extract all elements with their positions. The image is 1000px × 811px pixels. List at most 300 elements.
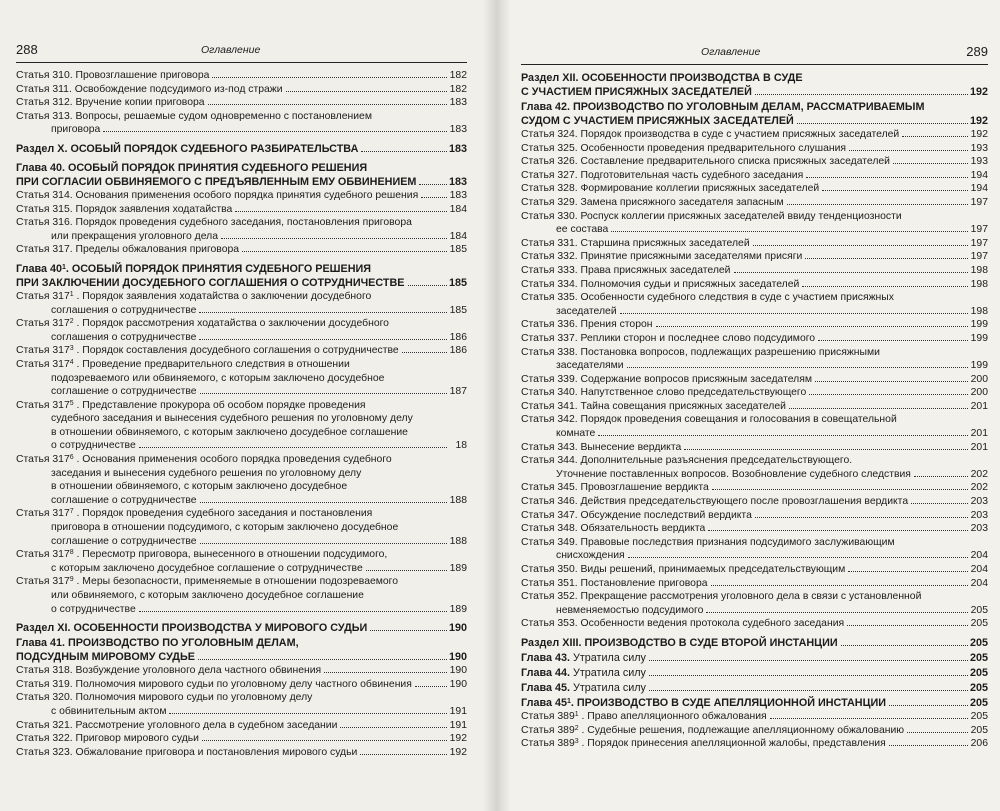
entry-page: 205 — [970, 651, 989, 664]
entry-title: Порядок заявления ходатайства — [75, 203, 233, 215]
entry-line — [521, 291, 988, 305]
entry-page: 183 — [449, 142, 468, 155]
entry-superscript: 8 — [69, 549, 74, 557]
entry-label: Статья 313. — [16, 110, 73, 122]
entry-page: 190 — [449, 665, 467, 677]
toc-heading — [521, 636, 988, 650]
entry-title: . Меры безопасности, применяемые в отношении подозреваемого — [76, 576, 399, 588]
entry-label: Статья 344. — [521, 455, 578, 467]
entry-page: 201 — [970, 400, 988, 412]
entry-continuation: С УЧАСТИЕМ ПРИСЯЖНЫХ ЗАСЕДАТЕЛЕЙ — [521, 86, 752, 98]
entry-continuation: снисхождения — [556, 550, 625, 562]
entry-superscript: 1 — [574, 710, 579, 718]
running-title: Оглавление — [701, 46, 761, 58]
entry-line — [16, 521, 467, 535]
entry-label: Статья 327. — [521, 169, 578, 181]
entry-text — [16, 203, 232, 217]
page-gutter-shadow — [483, 0, 497, 811]
entry-page: 205 — [970, 724, 988, 736]
entry-note: Утратила силу — [569, 666, 646, 679]
entry-label: Статья 332. — [521, 251, 578, 263]
left-page — [0, 0, 497, 811]
entry-line — [16, 142, 467, 156]
entry-line — [16, 467, 467, 481]
entry-title: Напутственное слово председательствующего — [580, 387, 807, 399]
entry-title: Замена присяжного заседателя запасным — [580, 196, 784, 208]
entry-superscript: 2 — [574, 724, 579, 732]
dot-leader — [902, 136, 968, 137]
entry-text — [521, 278, 799, 292]
dot-leader — [286, 91, 447, 92]
entry-line — [16, 719, 467, 733]
entry-continuation: заседателями — [556, 360, 624, 372]
entry-line — [16, 548, 467, 562]
entry-title: . Пересмотр приговора, вынесенного в отношении подсудимого, — [76, 549, 388, 561]
entry-line — [521, 590, 988, 604]
entry-label: Статья 316. — [16, 217, 73, 229]
entry-line — [16, 439, 467, 453]
header-rule — [16, 62, 467, 63]
entry-page: 200 — [970, 387, 988, 399]
dot-leader — [841, 645, 968, 646]
entry-title: Действия председательствующего после провозглашения вердикта — [580, 496, 909, 508]
entry-page: 187 — [449, 386, 467, 398]
toc-heading — [521, 71, 988, 99]
entry-line — [521, 318, 988, 332]
entry-title: . Основания применения особого порядка проведения судебного — [76, 454, 392, 466]
entry-title: Порядок производства в суде с участием присяжных заседателей — [580, 129, 900, 140]
toc-entry — [521, 346, 988, 373]
dot-leader — [169, 713, 447, 714]
entry-line — [521, 636, 988, 650]
entry-title: Глава 45. — [521, 681, 570, 694]
dot-leader — [200, 502, 447, 503]
entry-line — [521, 666, 988, 680]
entry-line — [521, 441, 988, 455]
dot-leader — [200, 393, 447, 394]
entry-text — [16, 216, 412, 230]
entry-line — [521, 413, 988, 427]
toc-entry — [521, 386, 988, 400]
toc-entry — [16, 110, 467, 137]
entry-line — [16, 317, 467, 331]
dot-leader — [649, 690, 968, 691]
entry-text — [521, 590, 921, 604]
entry-title: Пределы обжалования приговора — [75, 244, 240, 256]
entry-line — [16, 650, 467, 664]
entry-label: Статья 329. — [521, 196, 578, 208]
entry-page: 188 — [449, 535, 467, 547]
entry-continuation: Уточнение поставленных вопросов. Возобновление судебного следствия — [556, 468, 911, 480]
entry-title: . Порядок проведения судебного заседания и постановления — [76, 508, 373, 520]
entry-title: Освобождение подсудимого из-под стражи — [74, 83, 283, 95]
toc-entry — [16, 746, 467, 760]
entry-page: 182 — [449, 70, 467, 81]
entry-text — [16, 636, 299, 650]
toc-heading — [16, 161, 467, 189]
entry-page: 199 — [970, 319, 988, 331]
entry-page: 184 — [449, 203, 467, 215]
entry-page: 185 — [449, 276, 468, 289]
entry-label: Статья 340. — [521, 387, 578, 399]
entry-line — [521, 495, 988, 509]
entry-line — [16, 746, 467, 760]
entry-text — [521, 495, 908, 509]
dot-leader — [235, 211, 447, 212]
header-rule — [521, 64, 988, 65]
entry-page: 204 — [970, 577, 988, 589]
entry-line — [521, 264, 988, 278]
entry-line — [521, 651, 988, 665]
toc-entry — [521, 495, 988, 509]
toc-entry — [521, 441, 988, 455]
entry-line — [521, 128, 988, 142]
entry-title: Приговор мирового судьи — [75, 733, 199, 745]
entry-text — [521, 400, 786, 414]
entry-continuation: подозреваемого или обвиняемого, с которым заключено досудебное — [51, 372, 385, 384]
dot-leader — [847, 625, 968, 626]
entry-label: Статья 349. — [521, 536, 578, 548]
entry-text — [521, 481, 709, 495]
entry-continuation: соглашения о сотрудничестве — [51, 331, 197, 343]
entry-line — [521, 400, 988, 414]
entry-label: Статья 389 — [521, 738, 575, 750]
entry-continuation: ее состава — [556, 224, 609, 236]
entry-text — [521, 155, 890, 169]
toc-entry — [521, 128, 988, 142]
entry-title: . Судебные решения, подлежащие апелляционному обжалованию — [581, 724, 905, 736]
entry-text — [521, 681, 646, 695]
entry-title: Раздел X. ОСОБЫЙ ПОРЯДОК СУДЕБНОГО РАЗБИРАТЕЛЬСТВА — [16, 142, 359, 155]
entry-line — [16, 175, 467, 189]
entry-title: Прекращение рассмотрения уголовного дела в связи с установленной — [580, 591, 922, 603]
entry-text — [521, 386, 806, 400]
entry-line — [521, 332, 988, 346]
toc-heading — [16, 621, 467, 635]
toc-entry — [16, 216, 467, 243]
entry-continuation: соглашение о сотрудничестве — [51, 494, 197, 506]
toc-entry — [521, 210, 988, 237]
toc-entry — [521, 291, 988, 318]
entry-page: 183 — [449, 189, 467, 201]
entry-page: 191 — [449, 705, 467, 717]
entry-title: Раздел XI. ОСОБЕННОСТИ ПРОИЗВОДСТВА У МИРОВОГО СУДЬИ — [16, 622, 368, 635]
entry-page: 198 — [970, 305, 988, 317]
entry-line — [16, 426, 467, 440]
entry-page: 193 — [970, 142, 988, 154]
entry-title: Особенности проведения предварительного слушания — [580, 142, 847, 154]
entry-line — [16, 507, 467, 521]
entry-page: 183 — [449, 175, 468, 188]
entry-label: Статья 333. — [521, 264, 578, 276]
entry-page: 202 — [970, 468, 988, 480]
entry-continuation: комнате — [556, 428, 596, 440]
entry-line — [16, 203, 467, 217]
entry-page: 205 — [970, 696, 989, 709]
toc-list — [521, 71, 988, 751]
page-number: 289 — [966, 44, 988, 59]
toc-entry — [521, 481, 988, 495]
toc-entry — [521, 169, 988, 183]
entry-superscript: 1 — [566, 697, 571, 705]
dot-leader — [684, 449, 968, 450]
entry-line — [521, 454, 988, 468]
dot-leader — [139, 447, 447, 448]
entry-text — [521, 169, 803, 183]
entry-text — [16, 548, 387, 562]
entry-continuation: заседателей — [556, 305, 617, 317]
entry-line — [521, 100, 988, 114]
entry-text — [521, 264, 731, 278]
entry-page: 203 — [970, 496, 988, 508]
entry-label: Статья 317. — [16, 244, 73, 256]
entry-page: 192 — [449, 733, 467, 745]
entry-page: 199 — [970, 360, 988, 372]
entry-title: Формирование коллегии присяжных заседателей — [580, 183, 820, 195]
entry-page: 205 — [970, 604, 988, 616]
entry-line — [521, 549, 988, 563]
toc-entry — [521, 590, 988, 617]
entry-title: Постановление приговора — [580, 577, 708, 589]
entry-text — [521, 536, 895, 550]
entry-title: Вынесение вердикта — [580, 441, 682, 453]
toc-heading — [521, 100, 988, 128]
entry-text — [521, 142, 846, 156]
entry-label: Статья 317 — [16, 345, 70, 357]
toc-entry — [16, 691, 467, 718]
entry-page: 197 — [970, 196, 988, 208]
entry-text — [521, 71, 803, 85]
entry-superscript: 3 — [574, 738, 579, 746]
toc-entry — [16, 69, 467, 83]
toc-entry — [16, 96, 467, 110]
toc-entry — [16, 344, 467, 358]
entry-line — [521, 724, 988, 738]
entry-page: 192 — [970, 129, 988, 140]
entry-label: Статья 325. — [521, 142, 578, 154]
entry-title: Права присяжных заседателей — [580, 264, 731, 276]
entry-line — [16, 83, 467, 97]
toc-entry — [16, 203, 467, 217]
entry-title: . Порядок принесения апелляционной жалобы, представления — [581, 738, 886, 750]
entry-continuation: о сотрудничестве — [51, 603, 136, 615]
entry-label: Статья 315. — [16, 203, 73, 215]
entry-title: Старшина присяжных заседателей — [580, 237, 750, 249]
entry-line — [521, 427, 988, 441]
entry-text — [521, 724, 904, 738]
entry-line — [521, 182, 988, 196]
toc-entry — [16, 507, 467, 548]
entry-line — [16, 385, 467, 399]
entry-text — [521, 291, 894, 305]
entry-text — [16, 317, 389, 331]
toc-entry — [16, 664, 467, 678]
dot-leader — [415, 686, 447, 687]
toc-heading — [16, 142, 467, 156]
entry-superscript: 9 — [69, 576, 74, 584]
entry-text — [521, 210, 902, 224]
toc-entry — [521, 373, 988, 387]
entry-line — [16, 636, 467, 650]
entry-text — [521, 128, 899, 142]
dot-leader — [611, 231, 968, 232]
dot-leader — [914, 476, 968, 477]
dot-leader — [911, 503, 968, 504]
dot-leader — [802, 286, 968, 287]
entry-line — [16, 110, 467, 124]
entry-title: Полномочия судьи и присяжных заседателей — [580, 278, 800, 290]
running-title: Оглавление — [201, 44, 261, 56]
entry-label: Глава 45 — [521, 696, 567, 709]
dot-leader — [361, 151, 447, 152]
entry-page: 205 — [970, 710, 988, 722]
toc-entry — [16, 453, 467, 507]
dot-leader — [242, 251, 447, 252]
toc-entry — [521, 413, 988, 440]
entry-line — [16, 331, 467, 345]
entry-text — [16, 746, 357, 760]
toc-entry — [521, 577, 988, 591]
entry-line — [521, 481, 988, 495]
entry-title: Глава 41. ПРОИЗВОДСТВО ПО УГОЛОВНЫМ ДЕЛАМ, — [16, 637, 299, 650]
entry-line — [16, 304, 467, 318]
entry-line — [16, 276, 467, 290]
entry-title: Рассмотрение уголовного дела в судебном заседании — [75, 719, 338, 731]
entry-superscript: 4 — [69, 358, 74, 366]
entry-page: 185 — [449, 244, 467, 256]
entry-label: Статья 346. — [521, 496, 578, 508]
entry-page: 194 — [970, 169, 988, 181]
entry-text — [521, 509, 752, 523]
entry-line — [521, 681, 988, 695]
entry-line — [16, 290, 467, 304]
entry-line — [16, 494, 467, 508]
entry-text — [16, 344, 399, 358]
dot-leader — [797, 123, 968, 124]
toc-heading — [521, 651, 988, 665]
entry-line — [16, 344, 467, 358]
entry-title: Основания применения особого порядка принятия судебного решения — [75, 189, 419, 201]
dot-leader — [889, 745, 968, 746]
entry-title: . ПРОИЗВОДСТВО В СУДЕ АПЕЛЛЯЦИОННОЙ ИНСТАНЦИИ — [570, 696, 886, 709]
entry-label: Статья 312. — [16, 97, 73, 109]
entry-label: Статья 334. — [521, 278, 578, 290]
entry-line — [521, 373, 988, 387]
entry-page: 205 — [970, 618, 988, 630]
toc-entry — [521, 400, 988, 414]
entry-page: 198 — [970, 278, 988, 290]
entry-line — [521, 468, 988, 482]
entry-label: Статья 331. — [521, 237, 578, 249]
entry-label: Статья 324. — [521, 129, 578, 140]
entry-label: Статья 321. — [16, 719, 73, 731]
entry-text — [521, 237, 750, 251]
entry-page: 183 — [449, 124, 467, 136]
dot-leader — [620, 313, 968, 314]
entry-text — [521, 522, 705, 536]
dot-leader — [893, 163, 968, 164]
entry-superscript: 1 — [69, 290, 74, 298]
entry-superscript: 3 — [69, 345, 74, 353]
entry-text — [521, 100, 924, 114]
entry-text — [16, 575, 398, 589]
entry-title: Глава 43. — [521, 651, 570, 664]
toc-heading — [521, 681, 988, 695]
entry-title: Глава 40. ОСОБЫЙ ПОРЯДОК ПРИНЯТИЯ СУДЕБНОГО РЕШЕНИЯ — [16, 161, 368, 174]
entry-page: 188 — [449, 494, 467, 506]
dot-leader — [199, 339, 447, 340]
entry-page: 199 — [970, 332, 988, 344]
entry-continuation: или прекращения уголовного дела — [51, 230, 218, 242]
entry-line — [521, 359, 988, 373]
entry-title: Правовые последствия признания подсудимого заслуживающим — [580, 536, 895, 548]
toc-heading — [521, 666, 988, 680]
dot-leader — [849, 150, 968, 151]
dot-leader — [649, 660, 968, 661]
dot-leader — [200, 543, 447, 544]
entry-text — [16, 399, 366, 413]
toc-entry — [521, 536, 988, 563]
entry-label: Статья 342. — [521, 414, 578, 426]
entry-label: Статья 317 — [16, 318, 70, 330]
entry-page: 205 — [970, 636, 989, 649]
entry-line — [16, 621, 467, 635]
entry-line — [16, 161, 467, 175]
entry-title: Полномочия мирового судьи по уголовному делу — [75, 692, 313, 704]
dot-leader — [711, 585, 968, 586]
entry-text — [521, 563, 845, 577]
entry-title: Принятие присяжными заседателями присяги — [580, 251, 803, 263]
toc-entry — [16, 243, 467, 257]
entry-superscript: 6 — [69, 454, 74, 462]
entry-title: Особенности ведения протокола судебного заседания — [580, 618, 845, 630]
entry-line — [16, 589, 467, 603]
entry-text — [16, 453, 392, 467]
dot-leader — [139, 611, 447, 612]
entry-superscript: 2 — [69, 318, 74, 326]
entry-title: . Представление прокурора об особом порядке проведения — [76, 399, 366, 411]
entry-text — [521, 617, 844, 631]
entry-line — [16, 189, 467, 203]
toc-entry — [16, 317, 467, 344]
entry-line — [521, 237, 988, 251]
entry-continuation: соглашение о сотрудничестве — [51, 386, 197, 398]
entry-text — [16, 621, 367, 635]
toc-entry — [16, 399, 467, 453]
entry-text — [16, 358, 350, 372]
entry-label: Статья 317 — [16, 549, 70, 561]
entry-page: 194 — [970, 183, 988, 195]
entry-line — [16, 678, 467, 692]
entry-text — [521, 737, 886, 751]
dot-leader — [628, 557, 968, 558]
entry-page: 198 — [970, 264, 988, 276]
entry-line — [521, 196, 988, 210]
entry-line — [521, 250, 988, 264]
toc-entry — [521, 710, 988, 724]
entry-title: Порядок проведения совещания и голосования в совещательной — [580, 414, 897, 426]
entry-page: 197 — [970, 251, 988, 263]
entry-text — [521, 666, 646, 680]
entry-text — [521, 250, 802, 264]
entry-page: 202 — [970, 482, 988, 494]
page-number: 288 — [16, 42, 38, 57]
entry-line — [521, 71, 988, 85]
entry-line — [521, 604, 988, 618]
entry-line — [521, 536, 988, 550]
dot-leader — [370, 630, 447, 631]
entry-label: Статья 338. — [521, 346, 578, 358]
